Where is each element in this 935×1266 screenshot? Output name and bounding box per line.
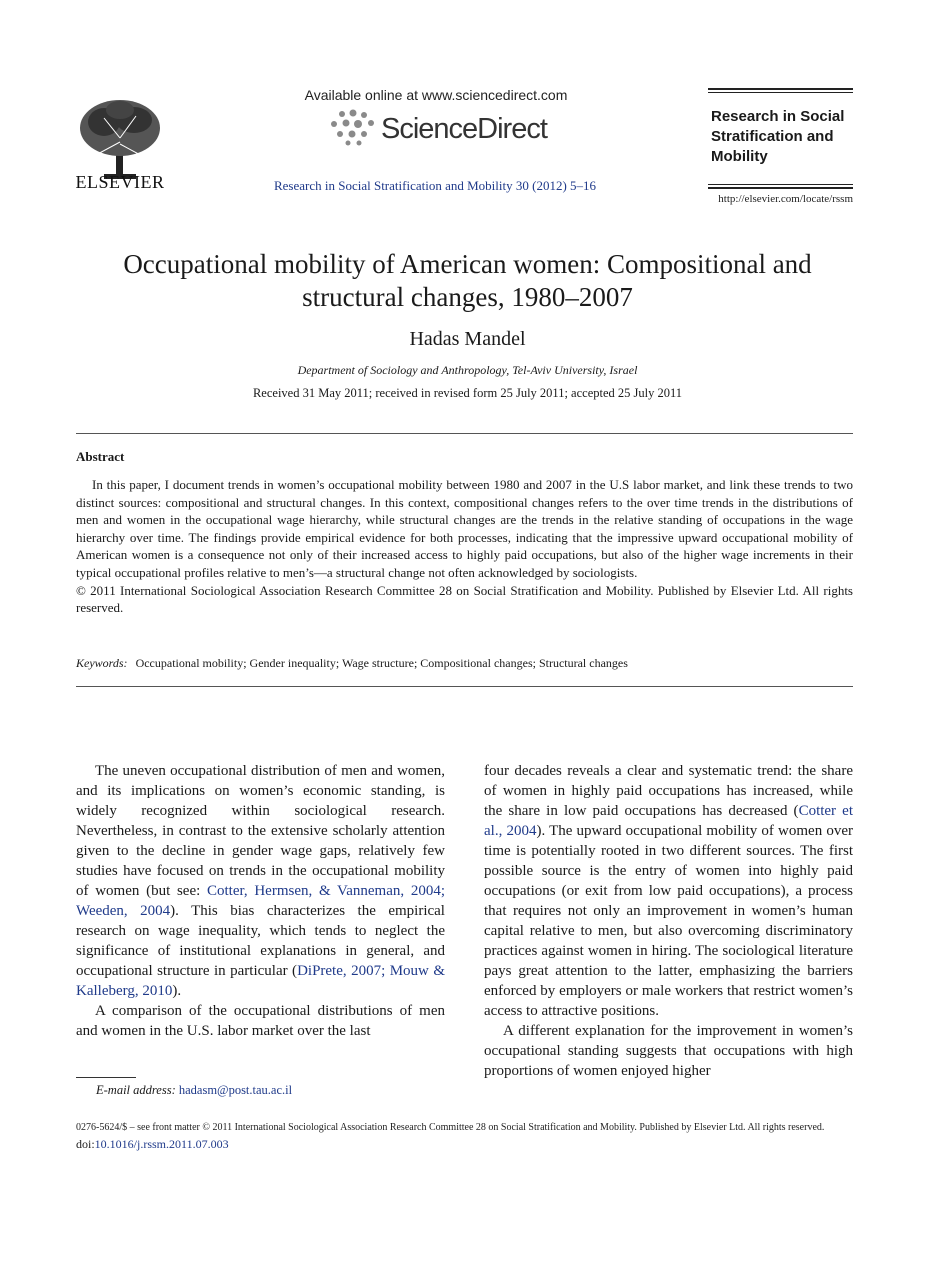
journal-box-rule xyxy=(708,187,853,189)
doi-label: doi: xyxy=(76,1137,95,1151)
journal-name-line: Stratification and xyxy=(711,128,834,145)
body-paragraph: A comparison of the occupational distributions of men and women in the U.S. labor market over the last xyxy=(76,1003,445,1039)
footnote-rule xyxy=(76,1077,136,1078)
body-text: ). This bias characterizes the empirical research on wage inequality, which tends to neglect the significance of institutional explanations in general, and occupational structure in particular ( xyxy=(76,903,445,979)
body-text: four decades reveals a clear and systematic trend: the share of women in highly paid occupations has increased, while the share in low paid occupations has decreased ( xyxy=(484,763,853,819)
article-title-line: Occupational mobility of American women: Compositional and xyxy=(123,249,812,279)
sciencedirect-dots-icon xyxy=(326,108,384,148)
keywords-label: Keywords: xyxy=(76,656,128,670)
author-footnote xyxy=(96,1083,292,1098)
doi-line xyxy=(76,1137,229,1152)
journal-box-rule xyxy=(708,88,853,90)
journal-url-link[interactable]: http://elsevier.com/locate/rssm xyxy=(718,193,853,205)
abstract-paragraph: In this paper, I document trends in women’s occupational mobility between 1980 and 2007 in the U.S labor market, and link these trends to two distinct sources: compositional and structural changes. In this context, compositional changes refers to the over time trends in the distributions of men and women in the occupational wage hierarchy, while structural changes are the trends in the relative standing of occupations in the wage hierarchy over time. The findings provide empirical evidence for both processes, indicating that the impressive upward occupational mobility of American women is a consequence not only of their increased access to highly paid occupations, but also of the higher wage increments in their typical occupational profiles relative to men’s—a structural change not often acknowledged by sociologists. xyxy=(76,477,853,580)
keywords-list: Occupational mobility; Gender inequality; Wage structure; Compositional changes; Structural changes xyxy=(135,656,628,670)
body-text: The uneven occupational distribution of men and women, and its implications on women’s economic standing, is widely recognized within sociological research. Nevertheless, in contrast to the extensive scholarly attention given to the decline in gender wage gaps, relatively few studies have focused on trends in the occupational mobility of women (but see: xyxy=(76,763,445,899)
journal-name-line: Mobility xyxy=(711,148,768,165)
citation-link[interactable]: Cotter et al., 2004 xyxy=(484,803,853,839)
issn-line: 0276-5624/$ – see front matter © 2011 International Sociological Association Research Committee 28 on Social Stratification and Mobility. Published by Elsevier Ltd. All rights reserved. xyxy=(76,1122,825,1133)
journal-box-rule xyxy=(708,92,853,93)
available-online-text[interactable]: Available online at www.sciencedirect.com xyxy=(304,87,568,103)
journal-name xyxy=(711,107,856,167)
body-paragraph: A different explanation for the improvement in women’s occupational standing suggests that occupations with high proportions of women enjoyed higher xyxy=(484,1023,853,1079)
citation-link[interactable]: Cotter, Hermsen, & Vanneman, 2004; Weeden, 2004 xyxy=(76,883,445,919)
sciencedirect-wordmark: ScienceDirect xyxy=(381,113,547,145)
section-divider xyxy=(76,433,853,434)
author-affiliation: Department of Sociology and Anthropology, Tel-Aviv University, Israel xyxy=(297,363,638,377)
copyright-notice: © 2011 International Sociological Association Research Committee 28 on Social Stratification and Mobility. Published by Elsevier Ltd. All rights reserved. xyxy=(76,582,853,616)
abstract-body xyxy=(76,476,853,617)
citation-link[interactable]: DiPrete, 2007; Mouw & Kalleberg, 2010 xyxy=(76,963,445,999)
journal-name-line: Research in Social xyxy=(711,108,845,125)
journal-reference-link[interactable]: Research in Social Stratification and Mobility 30 (2012) 5–16 xyxy=(273,178,597,193)
body-column-right xyxy=(484,761,853,1081)
article-title-line: structural changes, 1980–2007 xyxy=(302,282,633,312)
body-paragraph xyxy=(76,761,445,1001)
body-text: ). The upward occupational mobility of women over time is potentially rooted in two different sources. The first possible source is the entry of women into highly paid occupations (or exit from low paid occupations), a process that requires not only an improvement in women’s human capital relative to men, but also overcoming discriminatory practices against women in hiring. The sociological literature pays great attention to the latter, emphasizing the barriers enforced by employers or male workers that restrict women’s access to attractive positions. xyxy=(484,823,853,1019)
journal-box-rule xyxy=(708,184,853,185)
abstract-heading: Abstract xyxy=(76,449,125,464)
body-column-left xyxy=(76,761,445,1041)
body-text: ). xyxy=(172,983,182,999)
keywords xyxy=(76,656,853,671)
email-label: E-mail address: xyxy=(96,1083,176,1097)
email-link[interactable]: hadasm@post.tau.ac.il xyxy=(178,1083,293,1097)
article-title xyxy=(60,248,875,314)
publisher-wordmark: ELSEVIER xyxy=(75,172,165,192)
author-name: Hadas Mandel xyxy=(409,328,526,350)
body-paragraph xyxy=(484,761,853,1021)
received-dates: Received 31 May 2011; received in revised form 25 July 2011; accepted 25 July 2011 xyxy=(252,386,683,400)
doi-link[interactable]: 10.1016/j.rssm.2011.07.003 xyxy=(94,1137,229,1151)
section-divider xyxy=(76,686,853,687)
